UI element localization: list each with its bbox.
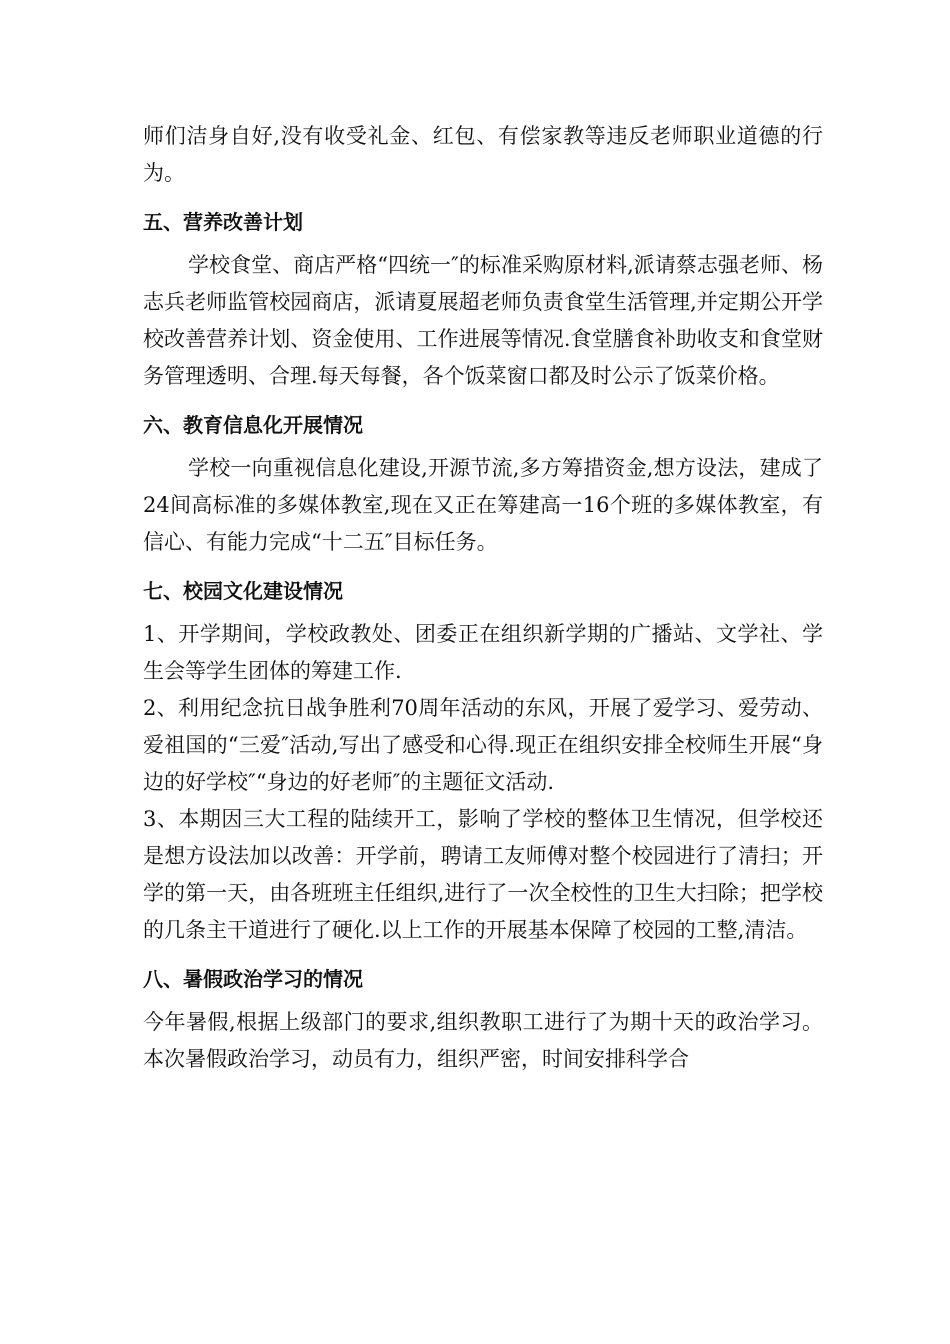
heading-section-6: 六、教育信息化开展情况: [143, 413, 363, 437]
paragraph-section-8: 今年暑假,根据上级部门的要求,组织教职工进行了为期十天的政治学习。本次暑假政治学习，动员有力，组织严密，时间安排科学合: [143, 1010, 823, 1071]
paragraph-section-7-item-3: 3、本期因三大工程的陆续开工，影响了学校的整体卫生情况，但学校还是想方设法加以改善：开学前，聘请工友师傅对整个校园进行了清扫；开学的第一天，由各班班主任组织,进行了一次全校性的卫生大扫除；把学校的几条主干道进行了硬化.以上工作的开展基本保障了校园的工整,清洁。: [143, 807, 823, 942]
paragraph-section-7-item-2: 2、利用纪念抗日战争胜利70周年活动的东风，开展了爱学习、爱劳动、爱祖国的“三爱″活动,写出了感受和心得.现正在组织安排全校师生开展“身边的好学校″“身边的好老师″的主题征文活动.: [143, 696, 823, 794]
heading-section-8: 八、暑假政治学习的情况: [143, 967, 363, 991]
paragraph-intro: 师们洁身自好,没有收受礼金、红包、有偿家教等违反老师职业道德的行为。: [143, 124, 823, 185]
heading-section-5: 五、营养改善计划: [143, 210, 303, 234]
paragraph-section-7-item-1: 1、开学期间，学校政教处、团委正在组织新学期的广播站、文学社、学生会等学生团体的筹建工作.: [143, 622, 823, 683]
paragraph-section-6: 学校一向重视信息化建设,开源节流,多方筹措资金,想方设法，建成了24间高标准的多媒体教室,现在又正在筹建高一16个班的多媒体教室，有信心、有能力完成“十二五″目标任务。: [143, 456, 823, 554]
document-page: [143, 118, 823, 1078]
paragraph-section-5: 学校食堂、商店严格“四统一″的标准采购原材料,派请蔡志强老师、杨志兵老师监管校园商店，派请夏展超老师负责食堂生活管理,并定期公开学校改善营养计划、资金使用、工作进展等情况.食堂膳食补助收支和食堂财务管理透明、合理.每天每餐，各个饭菜窗口都及时公示了饭菜价格。: [143, 253, 823, 388]
heading-section-7: 七、校园文化建设情况: [143, 579, 343, 603]
